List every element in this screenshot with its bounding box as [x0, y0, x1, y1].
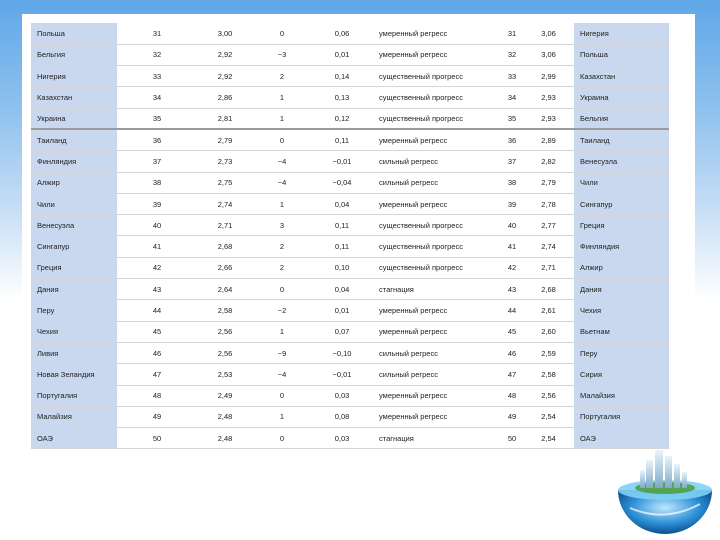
rank2-cell: 41	[501, 236, 523, 257]
country2-cell: Дания	[574, 279, 669, 300]
score-cell: 2,73	[197, 151, 253, 172]
country-cell: Португалия	[31, 385, 117, 406]
status-cell: существенный прогресс	[373, 236, 501, 257]
score2-cell: 2,68	[523, 279, 574, 300]
country2-cell: Нигерия	[574, 23, 669, 44]
score-cell: 2,92	[197, 44, 253, 65]
rank2-cell: 49	[501, 406, 523, 427]
country2-cell: Польша	[574, 44, 669, 65]
country-cell: Малайзия	[31, 406, 117, 427]
status-cell: существенный прогресс	[373, 257, 501, 278]
country-cell: Чехия	[31, 321, 117, 342]
rank-cell: 45	[117, 321, 197, 342]
status-cell: умеренный регресс	[373, 321, 501, 342]
rank-cell: 39	[117, 193, 197, 214]
country2-cell: ОАЭ	[574, 428, 669, 449]
country-cell: Венесуэла	[31, 215, 117, 236]
delta-cell: −0,01	[311, 364, 373, 385]
country-cell: Бельгия	[31, 44, 117, 65]
score-cell: 2,53	[197, 364, 253, 385]
country-cell: Ливия	[31, 342, 117, 363]
rank-cell: 50	[117, 428, 197, 449]
delta-cell: −0,04	[311, 172, 373, 193]
score2-cell: 2,89	[523, 129, 574, 150]
change-cell: −4	[253, 151, 311, 172]
change-cell: 2	[253, 257, 311, 278]
status-cell: умеренный регресс	[373, 385, 501, 406]
score2-cell: 2,82	[523, 151, 574, 172]
score-cell: 2,58	[197, 300, 253, 321]
rank-cell: 49	[117, 406, 197, 427]
rank2-cell: 45	[501, 321, 523, 342]
rank2-cell: 44	[501, 300, 523, 321]
status-cell: существенный прогресс	[373, 66, 501, 87]
rank2-cell: 39	[501, 193, 523, 214]
score-cell: 2,48	[197, 428, 253, 449]
rank2-cell: 40	[501, 215, 523, 236]
status-cell: сильный регресс	[373, 172, 501, 193]
rank2-cell: 50	[501, 428, 523, 449]
change-cell: 1	[253, 108, 311, 129]
delta-cell: 0,11	[311, 215, 373, 236]
table-row	[31, 364, 669, 385]
rank-cell: 31	[117, 23, 197, 44]
rank-cell: 38	[117, 172, 197, 193]
status-cell: существенный прогресс	[373, 87, 501, 108]
delta-cell: 0,11	[311, 129, 373, 150]
table-row	[31, 129, 669, 150]
table-row	[31, 193, 669, 214]
change-cell: 0	[253, 428, 311, 449]
rank-cell: 46	[117, 342, 197, 363]
country-cell: Финляндия	[31, 151, 117, 172]
change-cell: −4	[253, 364, 311, 385]
table-row	[31, 23, 669, 44]
status-cell: существенный прогресс	[373, 108, 501, 129]
country-cell: Нигерия	[31, 66, 117, 87]
score-cell: 2,64	[197, 279, 253, 300]
table-row	[31, 300, 669, 321]
score-cell: 2,79	[197, 129, 253, 150]
score2-cell: 2,56	[523, 385, 574, 406]
delta-cell: 0,12	[311, 108, 373, 129]
rank2-cell: 42	[501, 257, 523, 278]
score2-cell: 2,99	[523, 66, 574, 87]
change-cell: 2	[253, 236, 311, 257]
score-cell: 2,68	[197, 236, 253, 257]
change-cell: 0	[253, 279, 311, 300]
country2-cell: Бельгия	[574, 108, 669, 129]
rank-cell: 40	[117, 215, 197, 236]
table-row	[31, 321, 669, 342]
change-cell: 3	[253, 215, 311, 236]
country2-cell: Чили	[574, 172, 669, 193]
country2-cell: Казахстан	[574, 66, 669, 87]
table-row	[31, 406, 669, 427]
change-cell: −9	[253, 342, 311, 363]
change-cell: 1	[253, 193, 311, 214]
score-cell: 2,86	[197, 87, 253, 108]
change-cell: −4	[253, 172, 311, 193]
rank2-cell: 31	[501, 23, 523, 44]
rank2-cell: 35	[501, 108, 523, 129]
change-cell: 1	[253, 321, 311, 342]
country2-cell: Вьетнам	[574, 321, 669, 342]
country2-cell: Сирия	[574, 364, 669, 385]
country-cell: Перу	[31, 300, 117, 321]
country-cell: Украина	[31, 108, 117, 129]
table-row	[31, 215, 669, 236]
score2-cell: 2,93	[523, 87, 574, 108]
country2-cell: Венесуэла	[574, 151, 669, 172]
change-cell: 1	[253, 87, 311, 108]
score2-cell: 2,71	[523, 257, 574, 278]
country-cell: Греция	[31, 257, 117, 278]
delta-cell: 0,11	[311, 236, 373, 257]
country2-cell: Алжир	[574, 257, 669, 278]
table-row	[31, 66, 669, 87]
country2-cell: Финляндия	[574, 236, 669, 257]
score2-cell: 2,78	[523, 193, 574, 214]
table-row	[31, 108, 669, 129]
country2-cell: Сингапур	[574, 193, 669, 214]
status-cell: существенный прогресс	[373, 215, 501, 236]
rank-cell: 43	[117, 279, 197, 300]
score-cell: 2,81	[197, 108, 253, 129]
score-cell: 2,74	[197, 193, 253, 214]
rank2-cell: 32	[501, 44, 523, 65]
table-row	[31, 44, 669, 65]
score2-cell: 2,74	[523, 236, 574, 257]
status-cell: сильный регресс	[373, 151, 501, 172]
rank-cell: 34	[117, 87, 197, 108]
status-cell: стагнация	[373, 428, 501, 449]
score2-cell: 2,93	[523, 108, 574, 129]
country-cell: Польша	[31, 23, 117, 44]
change-cell: 1	[253, 406, 311, 427]
rank2-cell: 38	[501, 172, 523, 193]
rank2-cell: 43	[501, 279, 523, 300]
country-cell: Сингапур	[31, 236, 117, 257]
table-row	[31, 342, 669, 363]
score2-cell: 2,79	[523, 172, 574, 193]
rank-cell: 48	[117, 385, 197, 406]
change-cell: −2	[253, 300, 311, 321]
country2-cell: Таиланд	[574, 129, 669, 150]
ranking-table	[31, 23, 669, 449]
rank-cell: 37	[117, 151, 197, 172]
delta-cell: 0,07	[311, 321, 373, 342]
rank-cell: 32	[117, 44, 197, 65]
delta-cell: 0,03	[311, 385, 373, 406]
country2-cell: Перу	[574, 342, 669, 363]
rank-cell: 35	[117, 108, 197, 129]
table-row	[31, 236, 669, 257]
score-cell: 2,56	[197, 342, 253, 363]
delta-cell: 0,10	[311, 257, 373, 278]
rank-cell: 36	[117, 129, 197, 150]
rank2-cell: 47	[501, 364, 523, 385]
score2-cell: 2,54	[523, 406, 574, 427]
table-row	[31, 172, 669, 193]
rank2-cell: 48	[501, 385, 523, 406]
rank2-cell: 36	[501, 129, 523, 150]
status-cell: стагнация	[373, 279, 501, 300]
change-cell: 0	[253, 23, 311, 44]
country2-cell: Малайзия	[574, 385, 669, 406]
change-cell: −3	[253, 44, 311, 65]
country2-cell: Греция	[574, 215, 669, 236]
score2-cell: 3,06	[523, 23, 574, 44]
score2-cell: 2,77	[523, 215, 574, 236]
rank2-cell: 33	[501, 66, 523, 87]
status-cell: умеренный регресс	[373, 44, 501, 65]
score2-cell: 2,59	[523, 342, 574, 363]
table-row	[31, 428, 669, 449]
delta-cell: 0,14	[311, 66, 373, 87]
status-cell: умеренный регресс	[373, 300, 501, 321]
delta-cell: 0,04	[311, 279, 373, 300]
delta-cell: 0,06	[311, 23, 373, 44]
score2-cell: 2,58	[523, 364, 574, 385]
score-cell: 2,48	[197, 406, 253, 427]
status-cell: умеренный регресс	[373, 129, 501, 150]
score2-cell: 3,06	[523, 44, 574, 65]
country-cell: Таиланд	[31, 129, 117, 150]
score-cell: 2,75	[197, 172, 253, 193]
country-cell: Казахстан	[31, 87, 117, 108]
rank2-cell: 37	[501, 151, 523, 172]
rank-cell: 41	[117, 236, 197, 257]
country-cell: Чили	[31, 193, 117, 214]
rank2-cell: 34	[501, 87, 523, 108]
delta-cell: −0,10	[311, 342, 373, 363]
table-row	[31, 151, 669, 172]
score2-cell: 2,54	[523, 428, 574, 449]
change-cell: 0	[253, 129, 311, 150]
rank-cell: 44	[117, 300, 197, 321]
country-cell: Новая Зеландия	[31, 364, 117, 385]
rank-cell: 33	[117, 66, 197, 87]
table-row	[31, 385, 669, 406]
country2-cell: Португалия	[574, 406, 669, 427]
table-row	[31, 279, 669, 300]
table-row	[31, 257, 669, 278]
score-cell: 3,00	[197, 23, 253, 44]
status-cell: умеренный регресс	[373, 193, 501, 214]
status-cell: сильный регресс	[373, 364, 501, 385]
delta-cell: 0,08	[311, 406, 373, 427]
score-cell: 2,56	[197, 321, 253, 342]
country-cell: Алжир	[31, 172, 117, 193]
rank2-cell: 46	[501, 342, 523, 363]
delta-cell: −0,01	[311, 151, 373, 172]
score-cell: 2,49	[197, 385, 253, 406]
score-cell: 2,92	[197, 66, 253, 87]
status-cell: сильный регресс	[373, 342, 501, 363]
score2-cell: 2,60	[523, 321, 574, 342]
score-cell: 2,71	[197, 215, 253, 236]
country-cell: Дания	[31, 279, 117, 300]
table-row	[31, 87, 669, 108]
delta-cell: 0,01	[311, 300, 373, 321]
delta-cell: 0,03	[311, 428, 373, 449]
delta-cell: 0,01	[311, 44, 373, 65]
country-cell: ОАЭ	[31, 428, 117, 449]
change-cell: 2	[253, 66, 311, 87]
rank-cell: 47	[117, 364, 197, 385]
country2-cell: Чехия	[574, 300, 669, 321]
country2-cell: Украина	[574, 87, 669, 108]
globe-city-icon	[610, 438, 720, 540]
rank-cell: 42	[117, 257, 197, 278]
score-cell: 2,66	[197, 257, 253, 278]
delta-cell: 0,13	[311, 87, 373, 108]
delta-cell: 0,04	[311, 193, 373, 214]
status-cell: умеренный регресс	[373, 23, 501, 44]
score2-cell: 2,61	[523, 300, 574, 321]
change-cell: 0	[253, 385, 311, 406]
status-cell: умеренный регресс	[373, 406, 501, 427]
